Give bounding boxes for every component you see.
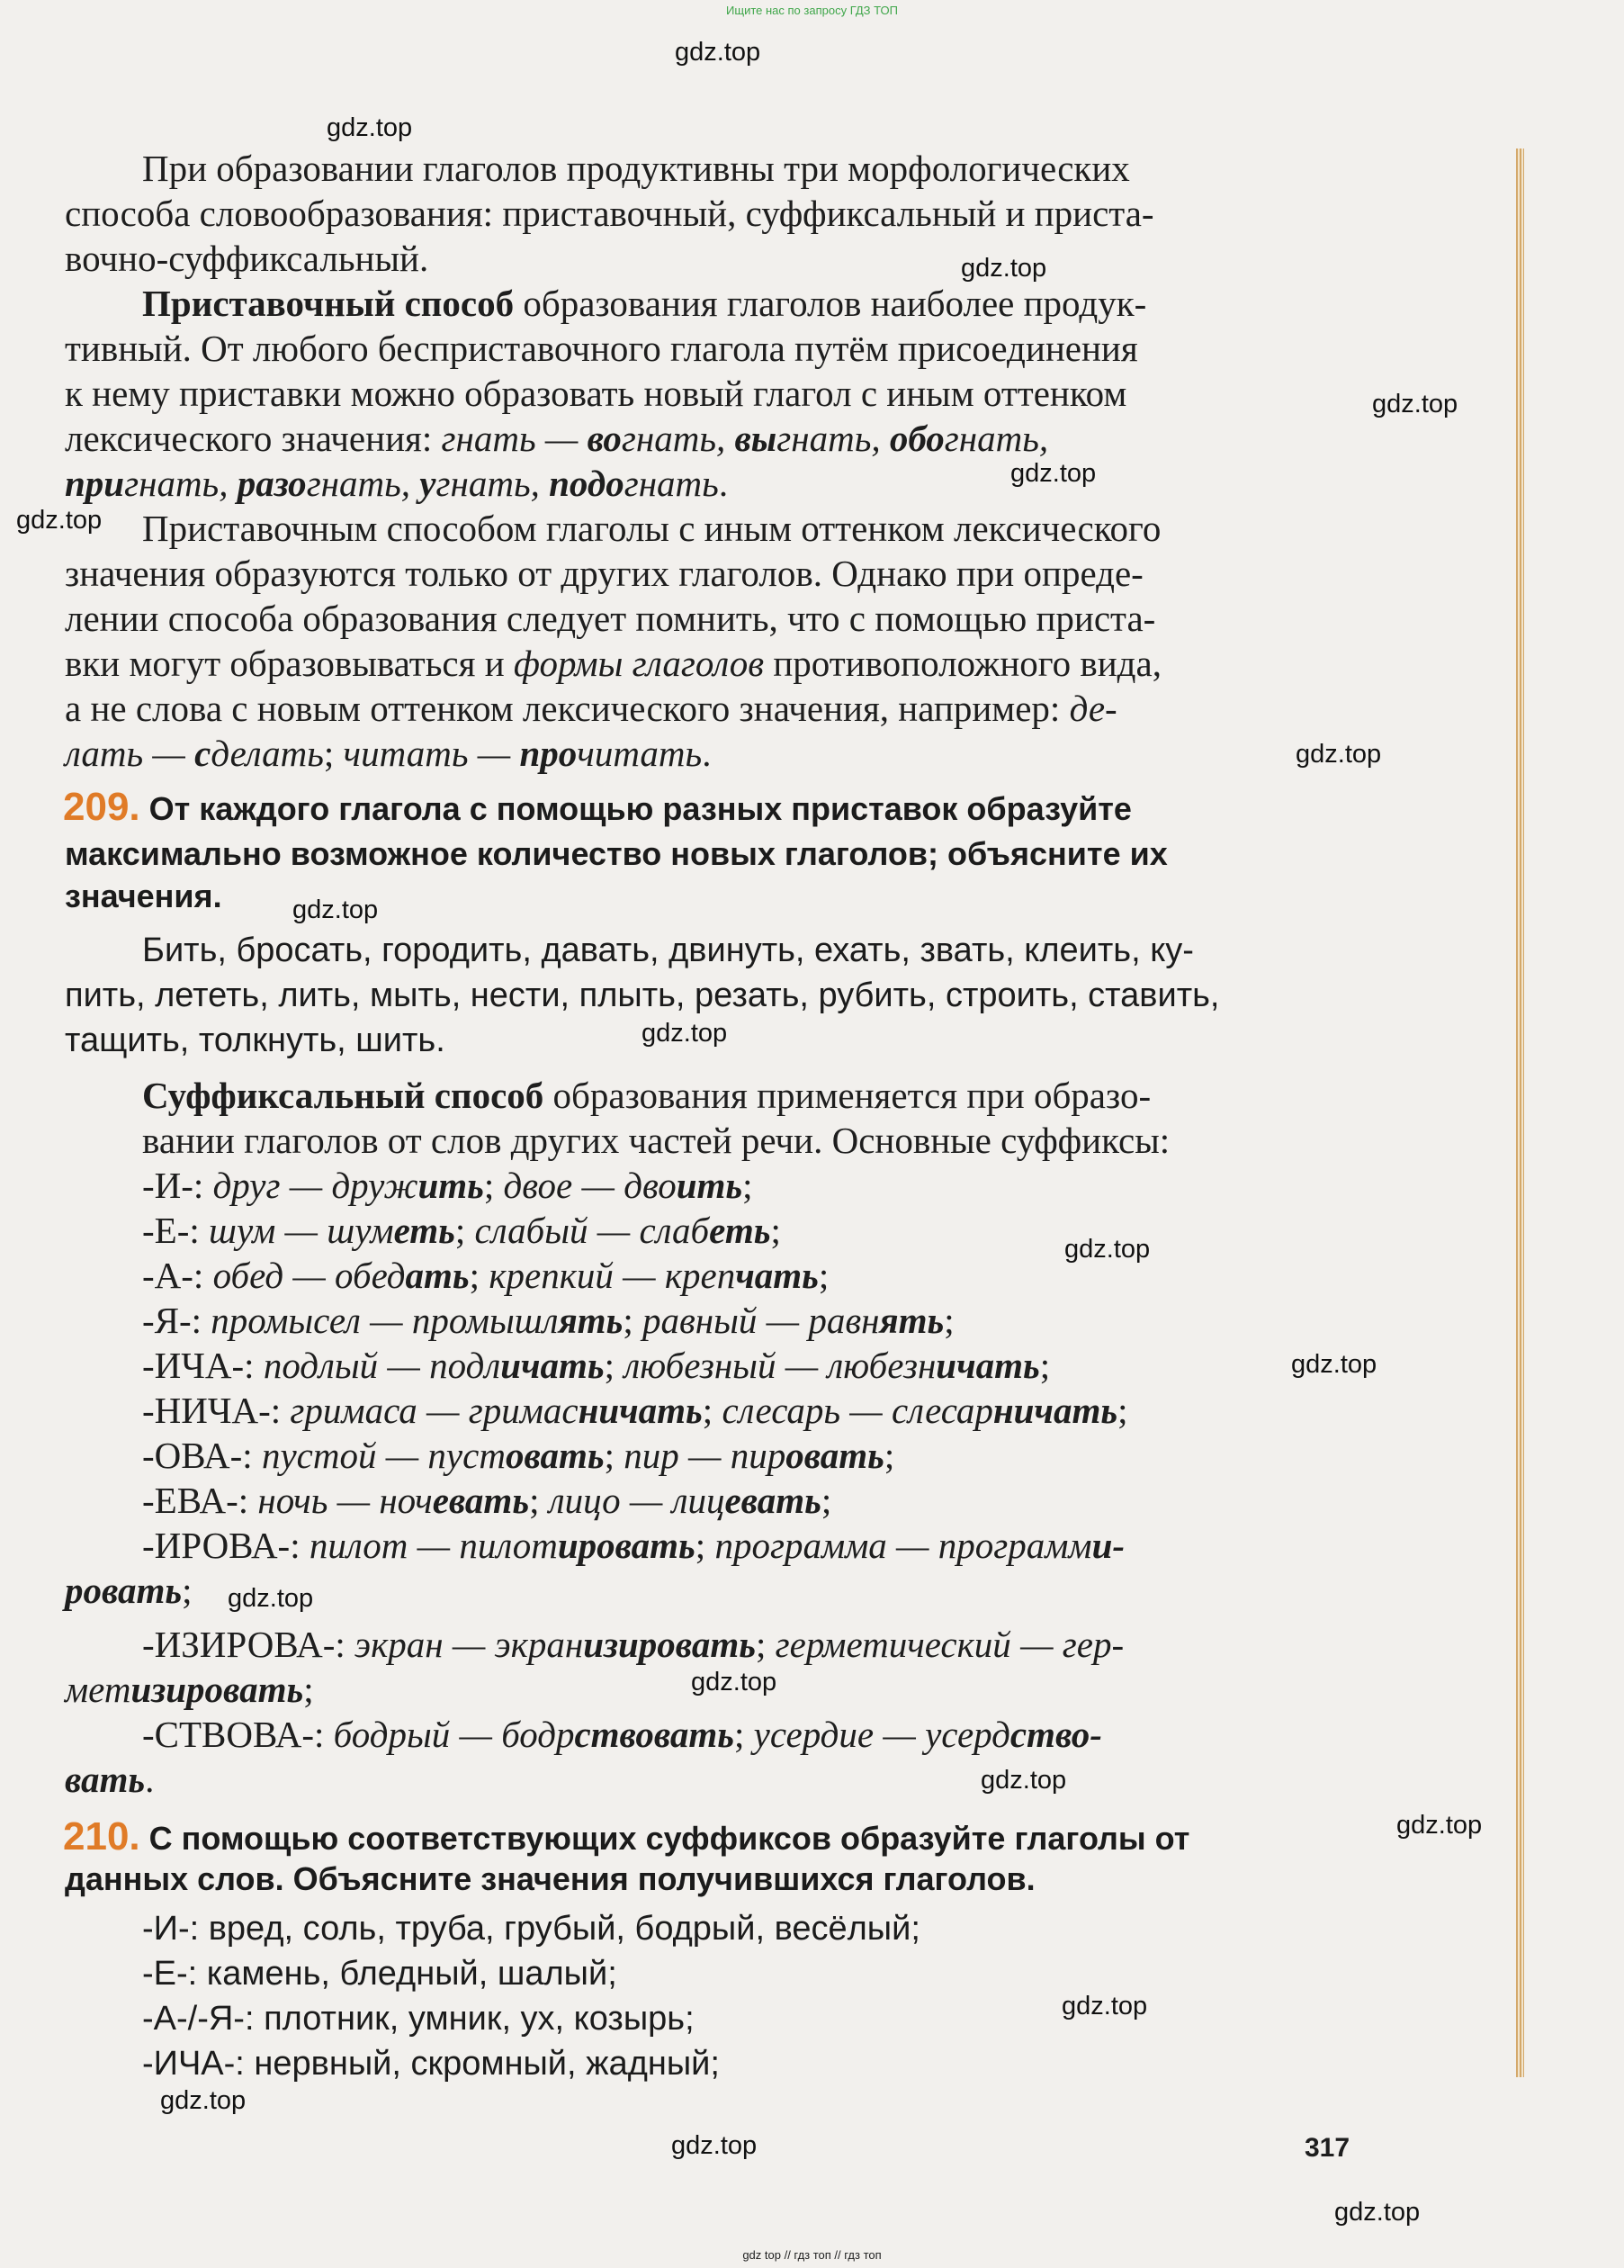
watermark: gdz.top (691, 1668, 777, 1696)
watermark: gdz.top (16, 506, 103, 535)
text-line: вании глаголов от слов других частей речи. Основные суффиксы: (142, 1120, 1171, 1161)
text-line: Приставочный способ образования глаголов наиболее продук- (142, 283, 1147, 324)
bottom-banner: gdz top // гдз топ // гдз топ (742, 2248, 882, 2262)
suffix-example: -А-: обед — обедать; крепкий — крепчать; (142, 1255, 830, 1296)
word-list-line: -Е-: камень, бледный, шалый; (142, 1955, 617, 1993)
watermark: gdz.top (642, 1019, 728, 1048)
text-line: лении способа образования следует помнить, что с помощью приста- (65, 598, 1156, 639)
exercise-209-task: 209. От каждого глагола с помощью разных приставок образуйте (63, 785, 1132, 829)
text-line: значения. (65, 878, 222, 914)
example: пригнать, разогнать, угнать, подогнать (65, 463, 719, 504)
suffix-example: -ОВА-: пустой — пустовать; пир — пировать; (142, 1435, 895, 1476)
text-line: к нему приставки можно образовать новый глагол с иным оттенком (65, 373, 1127, 414)
suffix-example: -Е-: шум — шуметь; слабый — слабеть; (142, 1210, 781, 1251)
suffix-example: ровать; (65, 1570, 193, 1611)
watermark: gdz.top (228, 1584, 314, 1613)
text-line: Приставочным способом глаголы с иным оттенком лексического (142, 508, 1162, 549)
exercise-number: 209. (63, 785, 140, 829)
text-line: лать — сделать; читать — прочитать. (65, 733, 712, 774)
text-line: Суффиксальный способ образования применяется при образо- (142, 1075, 1152, 1116)
watermark: gdz.top (671, 2131, 758, 2160)
suffix-example: -ИЗИРОВА-: экран — экранизировать; герметический — гер- (142, 1624, 1125, 1665)
watermark: gdz.top (675, 38, 761, 67)
text-line: При образовании глаголов продуктивны три морфологических (142, 148, 1130, 189)
word-list-line: Бить, бросать, городить, давать, двинуть, ехать, звать, клеить, ку- (142, 932, 1194, 969)
suffix-example: вать. (65, 1759, 155, 1800)
text-line: лексического значения: гнать — вогнать, выгнать, обогнать, (65, 418, 1049, 459)
text-line: максимально возможное количество новых глаголов; объясните их (65, 835, 1168, 872)
exercise-number: 210. (63, 1814, 140, 1858)
word-list-line: -ИЧА-: нервный, скромный, жадный; (142, 2045, 720, 2083)
word-list-line: тащить, толкнуть, шить. (65, 1022, 445, 1059)
watermark: gdz.top (327, 113, 413, 142)
watermark: gdz.top (1396, 1811, 1483, 1840)
watermark: gdz.top (1010, 459, 1097, 488)
watermark: gdz.top (1334, 2198, 1421, 2227)
text-line: тивный. От любого бесприставочного глагола путём присоединения (65, 328, 1138, 369)
text-line: данных слов. Объясните значения получившихся глаголов. (65, 1860, 1036, 1897)
word-list-line: -И-: вред, соль, труба, грубый, бодрый, весёлый; (142, 1910, 920, 1948)
page-number: 317 (1305, 2133, 1350, 2163)
top-banner: Ищите нас по запросу ГДЗ ТОП (726, 4, 898, 17)
term-suffix-method: Суффиксальный способ (142, 1075, 544, 1116)
exercise-210-task: 210. С помощью соответствующих суффиксов образуйте глаголы от (63, 1814, 1190, 1858)
text-line: пригнать, разогнать, угнать, подогнать. (65, 463, 729, 504)
watermark: gdz.top (981, 1766, 1067, 1795)
watermark: gdz.top (961, 254, 1047, 283)
suffix-example: -ИРОВА-: пилот — пилотировать; программа — программи- (142, 1525, 1126, 1566)
watermark: gdz.top (1372, 390, 1458, 418)
term-prefix-method: Приставочный способ (142, 283, 515, 324)
word-list-line: пить, лететь, лить, мыть, нести, плыть, резать, рубить, строить, ставить, (65, 976, 1220, 1014)
text-line: значения образуются только от других глаголов. Однако при опреде- (65, 553, 1144, 594)
suffix-example: метизировать; (65, 1669, 314, 1710)
text-line: вки могут образовываться и формы глаголов противоположного вида, (65, 643, 1162, 684)
suffix-example: -СТВОВА-: бодрый — бодрствовать; усердие — усердство- (142, 1714, 1102, 1755)
text-line: вочно-суффиксальный. (65, 238, 429, 279)
suffix-example: -Я-: промысел — промышлять; равный — равнять; (142, 1300, 955, 1341)
watermark: gdz.top (1064, 1235, 1151, 1264)
decorative-margin-rule (1516, 148, 1524, 2077)
watermark: gdz.top (1296, 740, 1382, 769)
text-line: а не слова с новым оттенком лексического значения, например: де- (65, 688, 1117, 729)
watermark: gdz.top (160, 2086, 247, 2115)
text-line: способа словообразования: приставочный, суффиксальный и приста- (65, 193, 1154, 234)
suffix-example: -ИЧА-: подлый — подличать; любезный — любезничать; (142, 1345, 1051, 1386)
watermark: gdz.top (1062, 1992, 1148, 2020)
example: гнать — вогнать, выгнать, обогнать, (441, 418, 1049, 459)
watermark: gdz.top (292, 896, 379, 924)
suffix-example: -НИЧА-: гримаса — гримасничать; слесарь — слесарничать; (142, 1390, 1128, 1431)
word-list-line: -А-/-Я-: плотник, умник, ух, козырь; (142, 2000, 695, 2038)
suffix-example: -ЕВА-: ночь — ночевать; лицо — лицевать; (142, 1480, 832, 1521)
suffix-example: -И-: друг — дружить; двое — двоить; (142, 1165, 753, 1206)
watermark: gdz.top (1291, 1350, 1377, 1379)
